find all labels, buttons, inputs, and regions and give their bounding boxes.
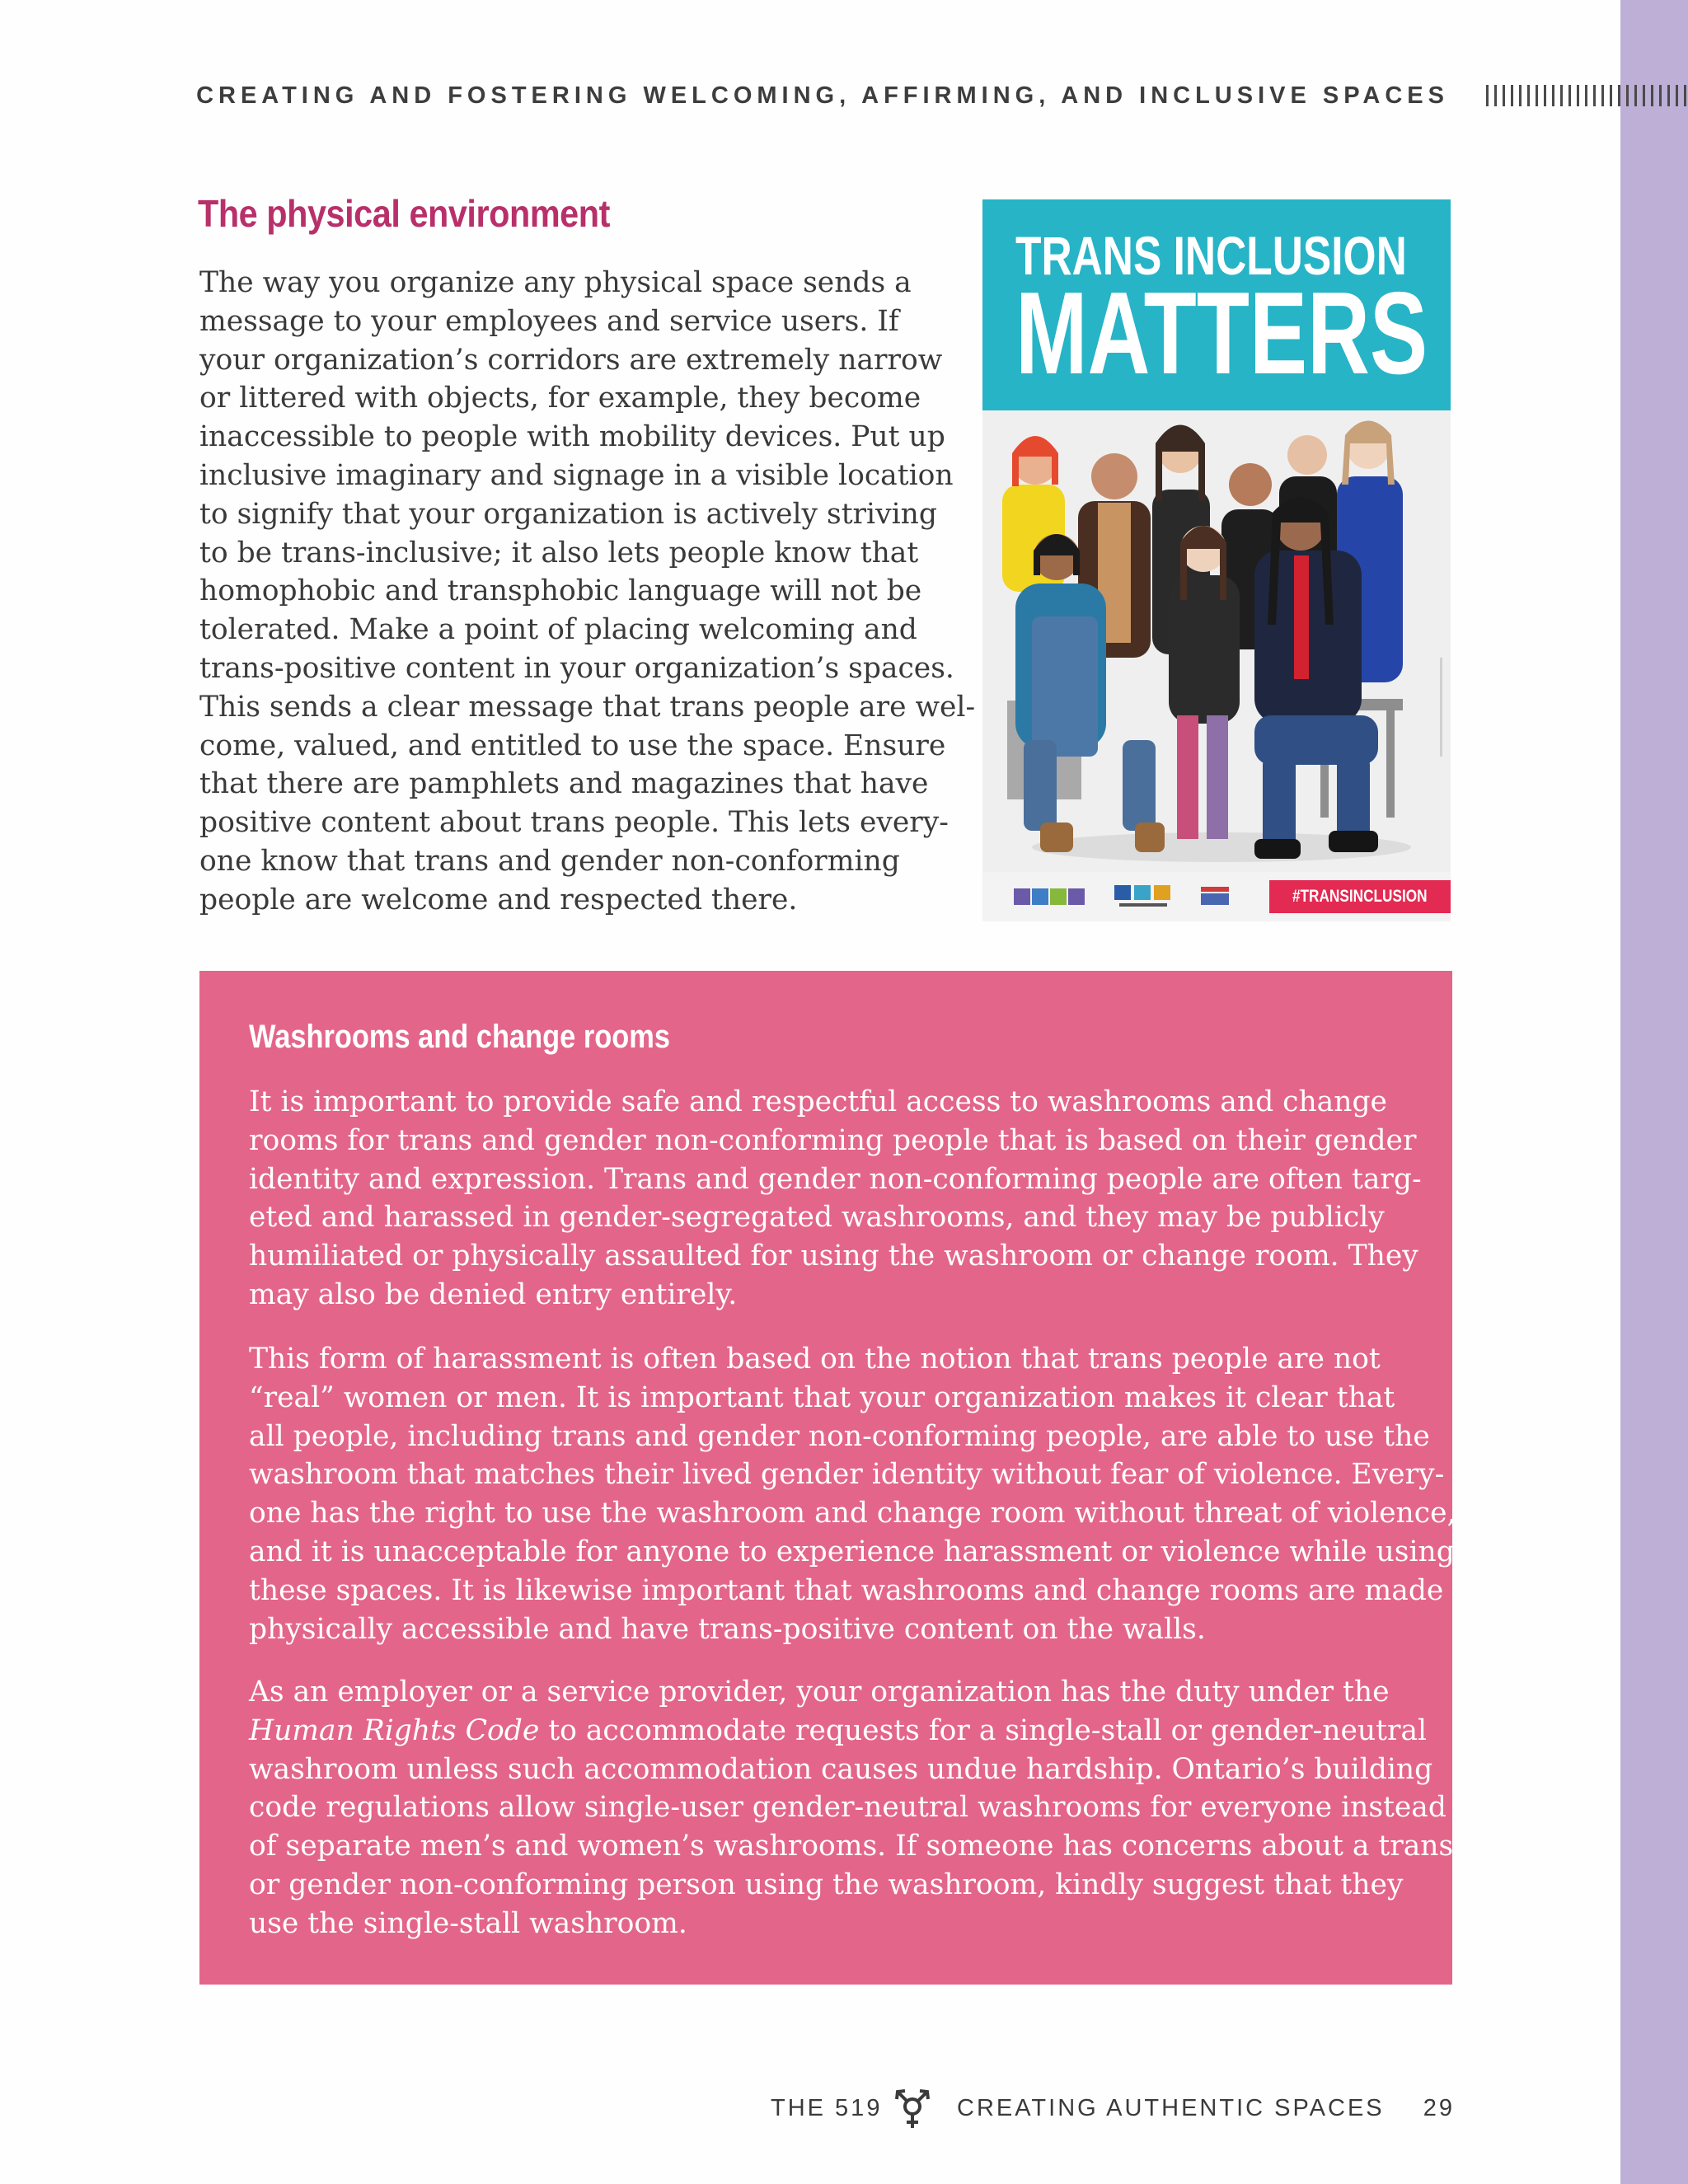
- callout-line: may also be denied entry entirely.: [249, 1277, 738, 1311]
- intro-line: your organization’s corridors are extremely narrow: [199, 343, 943, 377]
- washrooms-callout-box: [199, 971, 1456, 1985]
- hashtag-text: #TRANSINCLUSION: [1292, 887, 1428, 906]
- intro-line: or littered with objects, for example, they become: [199, 382, 921, 415]
- callout-line: or gender non-conforming person using the washroom, kindly suggest that they: [249, 1868, 1404, 1901]
- transgender-symbol-icon: [894, 2088, 931, 2131]
- the-519-logo: [1014, 887, 1088, 907]
- callout-line: This form of harassment is often based on the notion that trans people are not: [249, 1343, 1381, 1376]
- callout-paragraph: [249, 1673, 1454, 1943]
- callout-line: one has the right to use the washroom and change room without threat of violence,: [249, 1497, 1456, 1530]
- intro-line: tolerated. Make a point of placing welcoming and: [199, 613, 917, 647]
- callout-line: use the single-stall washroom.: [249, 1906, 687, 1940]
- footer-org: THE 519: [771, 2095, 883, 2121]
- section-title: The physical environment: [198, 192, 610, 235]
- intro-line: people are welcome and respected there.: [199, 883, 798, 916]
- callout-line: code regulations allow single-user gender-neutral washrooms for everyone instead: [249, 1791, 1447, 1825]
- callout-title: Washrooms and change rooms: [249, 1019, 671, 1055]
- callout-line-with-citation: [249, 1712, 1436, 1750]
- callout-paragraph: [249, 1083, 1436, 1315]
- hashtag-banner: [1269, 880, 1451, 913]
- intro-line: come, valued, and entitled to use the space. Ensure: [199, 729, 946, 762]
- callout-line: and it is unacceptable for anyone to experience harassment or violence while using: [249, 1535, 1455, 1568]
- intro-line: inclusive imaginary and signage in a visible location: [199, 458, 954, 492]
- callout-line: humiliated or physically assaulted for using the washroom or change room. They: [249, 1240, 1418, 1273]
- callout-line: all people, including trans and gender non-conforming people, are able to use the: [249, 1419, 1430, 1453]
- intro-line: homophobic and transphobic language will not be: [199, 574, 922, 608]
- callout-line: identity and expression. Trans and gender non-conforming people are often targ-: [249, 1162, 1422, 1196]
- intro-line: The way you organize any physical space sends a: [199, 266, 912, 299]
- footer-publication: CREATING AUTHENTIC SPACES: [957, 2095, 1385, 2121]
- callout-line: rooms for trans and gender non-conforming people that is based on their gender: [249, 1123, 1417, 1157]
- callout-line: physically accessible and have trans-positive content on the walls.: [249, 1612, 1206, 1646]
- trans-inclusion-poster: [982, 199, 1451, 921]
- code-citation: Human Rights Code: [249, 1713, 540, 1747]
- callout-line: “real” women or men. It is important that your organization makes it clear that: [249, 1380, 1395, 1414]
- intro-line: trans-positive content in your organization’s spaces.: [199, 651, 954, 685]
- intro-line: to be trans-inclusive; it also lets people know that: [199, 536, 919, 569]
- callout-line: As an employer or a service provider, your organization has the duty under the: [249, 1675, 1390, 1708]
- page-footer: [771, 2095, 1455, 2128]
- rainbow-health-ontario-logo: [1114, 885, 1172, 908]
- header-tick-marks: [1486, 85, 1686, 106]
- callout-line: of separate men’s and women’s washrooms. If someone has concerns about a trans: [249, 1830, 1454, 1863]
- poster-title-line1: TRANS INCLUSION: [1015, 225, 1407, 286]
- intro-line: This sends a clear message that trans people are wel-: [199, 690, 976, 724]
- running-header: CREATING AND FOSTERING WELCOMING, AFFIRMING, AND INCLUSIVE SPACES: [196, 82, 1449, 109]
- group-photo-illustration: [982, 410, 1451, 872]
- intro-line: that there are pamphlets and magazines that have: [199, 767, 929, 801]
- page-number: 29: [1423, 2095, 1455, 2121]
- callout-line-rest: to accommodate requests for a single-stall or gender-neutral: [539, 1713, 1428, 1747]
- intro-line: to signify that your organization is actively striving: [199, 497, 937, 531]
- callout-line: washroom unless such accommodation causes undue hardship. Ontario’s building: [249, 1752, 1433, 1786]
- callout-line: It is important to provide safe and respectful access to washrooms and change: [249, 1085, 1387, 1118]
- intro-line: message to your employees and service users. If: [199, 304, 899, 338]
- callout-line: eted and harassed in gender-segregated washrooms, and they may be publicly: [249, 1201, 1385, 1235]
- intro-line: one know that trans and gender non-conforming: [199, 844, 900, 878]
- poster-logo-strip: [982, 872, 1451, 921]
- intro-line: inaccessible to people with mobility devices. Put up: [199, 420, 945, 454]
- callout-line: these spaces. It is likewise important that washrooms and change rooms are made: [249, 1573, 1444, 1607]
- side-color-strip: [1620, 0, 1688, 2184]
- callout-paragraph: [249, 1340, 1456, 1648]
- partner-logo: [1201, 887, 1229, 907]
- poster-title-line2: MATTERS: [1015, 268, 1428, 399]
- intro-paragraph: [199, 264, 976, 920]
- callout-line: washroom that matches their lived gender identity without fear of violence. Every-: [249, 1458, 1445, 1492]
- intro-line: positive content about trans people. This lets every-: [199, 806, 949, 840]
